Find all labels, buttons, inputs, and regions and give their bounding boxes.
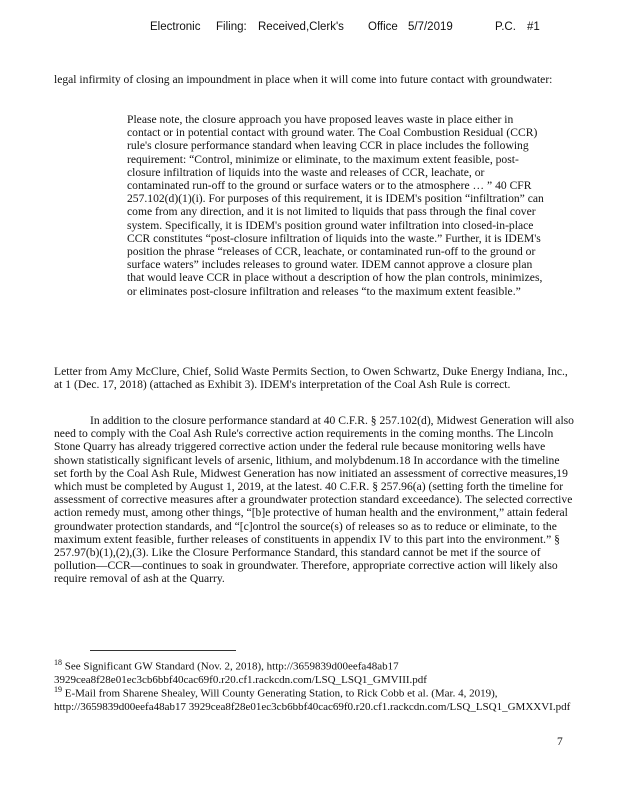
header-pc: P.C.: [495, 21, 516, 33]
intro-paragraph: legal infirmity of closing an impoundment in place when it will come into future contact with groundwater:: [54, 73, 553, 86]
footnote-19-text: E-Mail from Sharene Shealey, Will County Generating Station, to Rick Cobb et al. (Mar. 4, 2019), http://3659839d00eefa48ab17 3929cea8f28e01ec3cb6bbf40cac69f0.r20.cf1.rackcdn.com/LSQ_LSQ1_GMXXVI.pdf: [54, 687, 571, 713]
footnote-19: [54, 683, 574, 714]
header-electronic: Electronic: [150, 21, 201, 33]
footnote-19-marker: 19: [54, 685, 62, 694]
corrective-action-paragraph: In addition to the closure performance standard at 40 C.F.R. § 257.102(d), Midwest Generation will also need to comply with the Coal Ash Rule's corrective action requirements in the coming months. The Lincoln Stone Quarry has already triggered corrective action under the federal rule because monitoring wells have shown statistically significant levels of arsenic, lithium, and molybdenum.18 In accordance with the timeline set forth by the Coal Ash Rule, Midwest Generation has now initiated an assessment of corrective measures,19 which must be completed by August 1, 2019, at the latest. 40 C.F.R. § 257.96(a) (setting forth the timeline for assessment of corrective measures after a groundwater protection standard exceedance). The selected corrective action remedy must, among other things, “[b]e protective of human health and the environment,” attain federal groundwater protection standards, and “[c]ontrol the source(s) of releases so as to reduce or eliminate, to the maximum extent feasible, further releases of constituents in appendix IV to this part into the environment.” § 257.97(b)(1),(2),(3). Like the Closure Performance Standard, this standard cannot be met if the source of pollution—CCR—continues to soak in groundwater. Therefore, appropriate corrective action will likely also require removal of ash at the Quarry.: [54, 414, 574, 586]
header-office: Office: [368, 21, 398, 33]
footnote-18-text: See Significant GW Standard (Nov. 2, 2018), http://3659839d00eefa48ab17 3929cea8f28e01ec3cb6bbf40cac69f0.r20.cf1.rackcdn.com/LSQ_LSQ1_GMVIII.pdf: [54, 660, 427, 686]
page-number: 7: [557, 736, 563, 748]
header-date: 5/7/2019: [408, 21, 453, 33]
header-number: #1: [527, 21, 540, 33]
header-filing: Filing:: [216, 21, 247, 33]
block-quote: Please note, the closure approach you have proposed leaves waste in place either in contact or in potential contact with ground water. The Coal Combustion Residual (CCR) rule's closure performance standard when leaving CCR in place includes the following requirement: “Control, minimize or eliminate, to the maximum extent feasible, post-closure infiltration of liquids into the waste and releases of CCR, leachate, or contaminated run-off to the ground or surface waters or to the atmosphere … ” 40 CFR 257.102(d)(1)(i). For purposes of this requirement, it is IDEM's position “infiltration” can come from any direction, and it is not limited to liquids that pass through the final cover system. Specifically, it is IDEM's position ground water infiltration into closed-in-place CCR constitutes “post-closure infiltration of liquids into the waste.” Further, it is IDEM's position the phrase “releases of CCR, leachate, or contaminated run-off to the ground or surface waters” includes releases to ground water. IDEM cannot approve a closure plan that would leave CCR in place without a description of how the plan controls, minimizes, or eliminates post-closure infiltration and releases “to the maximum extent feasible.”: [127, 113, 544, 298]
footnote-18-marker: 18: [54, 658, 62, 667]
footnote-separator: [90, 650, 236, 651]
header-received: Received,Clerk's: [258, 21, 344, 33]
letter-citation: Letter from Amy McClure, Chief, Solid Waste Permits Section, to Owen Schwartz, Duke Energy Indiana, Inc., at 1 (Dec. 17, 2018) (attached as Exhibit 3). IDEM's interpretation of the Coal Ash Rule is correct.: [54, 365, 568, 392]
